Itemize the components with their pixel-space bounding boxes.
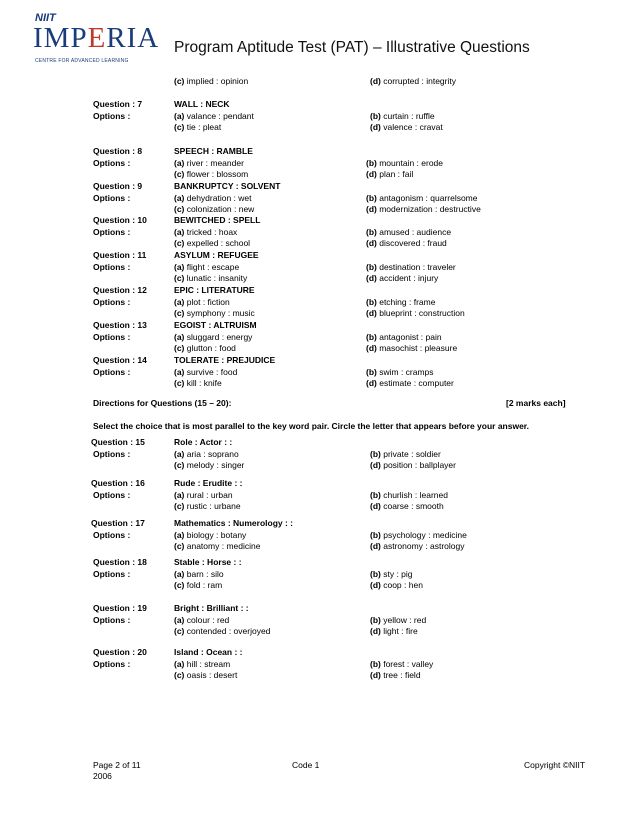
option-d [370,501,444,511]
option-letter: (d) [366,169,377,179]
option-d [366,343,457,353]
option-a [174,367,237,377]
option-letter: (a) [174,110,185,121]
logo-niit-text: NIIT [35,12,56,24]
page-title: Program Aptitude Test (PAT) – Illustrative Questions [174,39,530,56]
option-d [370,580,423,590]
option-b [370,659,433,669]
option-text: plot : fiction [184,296,230,307]
option-c [174,501,241,511]
question-number: Question : 14 [93,355,147,365]
option-text: curtain : ruffle [380,110,435,121]
option-text: private : soldier [380,448,441,459]
options-label: Options : [93,296,131,307]
options-label: Options : [93,448,131,459]
option-letter: (c) [174,501,185,511]
question-prompt: EPIC : LITERATURE [174,285,255,295]
option-letter: (b) [370,568,381,579]
option-text: survive : food [184,366,238,377]
question-prompt: BANKRUPTCY : SOLVENT [174,181,281,191]
options-label: Options : [93,157,131,168]
options-label: Options : [93,261,131,272]
options-label: Options : [93,489,131,500]
option-text: colonization : new [184,204,255,214]
option-c [174,308,255,318]
option-d [366,273,438,283]
option-a [174,490,233,500]
option-letter: (a) [174,658,185,669]
option-letter: (b) [366,192,377,203]
question-number: Question : 20 [93,647,147,657]
question-prompt: Stable : Horse : : [174,557,242,567]
option-c [174,343,236,353]
option-d [366,204,481,214]
option-d [370,76,456,86]
option-letter: (b) [366,157,377,168]
option-letter: (a) [174,614,185,625]
option-letter: (c) [174,238,185,248]
option-text: destination : traveler [376,261,456,272]
option-letter: (d) [370,580,381,590]
option-b [370,449,441,459]
option-letter: (d) [370,501,381,511]
question-number: Question : 7 [93,99,143,109]
option-b [370,530,467,540]
option-letter: (b) [366,261,377,272]
option-letter: (a) [174,192,185,203]
option-a [174,332,252,342]
option-d [370,460,456,470]
question-prompt: EGOIST : ALTRUISM [174,320,257,330]
question-prompt: Bright : Brilliant : : [174,603,249,613]
option-d [366,169,413,179]
option-c [174,460,244,470]
option-text: colour : red [184,614,230,625]
option-b [370,111,435,121]
option-text: kill : knife [184,378,222,388]
option-text: symphony : music [184,308,255,318]
option-letter: (a) [174,226,185,237]
option-b [366,193,478,203]
option-letter: (b) [370,658,381,669]
option-letter: (a) [174,448,185,459]
option-letter: (a) [174,261,185,272]
question-number: Question : 8 [93,146,143,156]
option-text: position : ballplayer [380,460,456,470]
option-a [174,158,244,168]
option-a [174,262,239,272]
option-text: lunatic : insanity [184,273,248,283]
option-b [366,297,435,307]
option-b [366,262,456,272]
options-label: Options : [93,331,131,342]
directions-heading: Directions for Questions (15 – 20): [93,398,232,408]
option-c [174,238,250,248]
footer-page: Page 2 of 11 [93,760,141,770]
option-d [370,541,464,551]
option-c [174,626,270,636]
option-text: plan : fail [376,169,414,179]
option-text: river : meander [184,157,244,168]
option-letter: (c) [174,460,185,470]
option-text: churlish : learned [380,489,448,500]
option-d [370,670,421,680]
option-letter: (c) [174,378,185,388]
logo-tagline: CENTRE FOR ADVANCED LEARNING [35,58,129,64]
question-number: Question : 12 [93,285,147,295]
option-b [366,227,451,237]
option-letter: (c) [174,76,185,86]
option-text: estimate : computer [376,378,454,388]
option-text: rural : urban [184,489,233,500]
option-letter: (d) [370,460,381,470]
option-text: amused : audience [376,226,452,237]
option-letter: (b) [366,226,377,237]
option-text: discovered : fraud [376,238,447,248]
option-letter: (a) [174,568,185,579]
question-number: Question : 18 [93,557,147,567]
option-letter: (d) [370,670,381,680]
option-text: mountain : erode [376,157,444,168]
option-d [366,378,454,388]
option-letter: (a) [174,331,185,342]
option-text: light : fire [380,626,418,636]
option-b [366,332,442,342]
option-letter: (a) [174,366,185,377]
option-c [174,378,222,388]
options-label: Options : [93,568,131,579]
footer-code: Code 1 [292,760,320,770]
option-letter: (c) [174,273,185,283]
option-d [366,308,465,318]
option-text: sluggard : energy [184,331,253,342]
question-prompt: WALL : NECK [174,99,230,109]
option-letter: (c) [174,204,185,214]
option-letter: (c) [174,343,185,353]
options-label: Options : [93,192,131,203]
question-number: Question : 19 [93,603,147,613]
question-prompt: SPEECH : RAMBLE [174,146,253,156]
option-text: glutton : food [184,343,236,353]
option-letter: (b) [370,448,381,459]
option-letter: (c) [174,580,185,590]
question-prompt: ASYLUM : REFUGEE [174,250,259,260]
option-a [174,615,229,625]
option-c [174,204,254,214]
option-b [366,367,434,377]
option-text: blueprint : construction [376,308,465,318]
option-a [174,227,237,237]
option-text: biology : botany [184,529,247,540]
options-label: Options : [93,614,131,625]
question-number: Question : 17 [91,518,145,528]
option-b [366,158,443,168]
imperia-logo [33,12,168,68]
option-text: valence : cravat [380,122,443,132]
footer-year: 2006 [93,771,112,781]
options-label: Options : [93,658,131,669]
logo-brand-text: IMPERIA [33,22,160,54]
option-text: psychology : medicine [380,529,467,540]
option-a [174,449,239,459]
option-letter: (c) [174,122,185,132]
option-letter: (c) [174,670,185,680]
option-text: yellow : red [380,614,427,625]
options-label: Options : [93,529,131,540]
option-letter: (c) [174,308,185,318]
option-text: rustic : urbane [184,501,241,511]
option-text: tie : pleat [184,122,222,132]
option-text: masochist : pleasure [376,343,458,353]
options-label: Options : [93,366,131,377]
option-c [174,580,222,590]
option-letter: (d) [366,273,377,283]
question-number: Question : 11 [93,250,147,260]
question-number: Question : 15 [91,437,145,447]
option-letter: (d) [366,308,377,318]
footer-copyright: Copyright ©NIIT [524,760,586,770]
option-b [370,569,413,579]
option-text: anatomy : medicine [184,541,261,551]
option-d [370,626,418,636]
option-text: valance : pendant [184,110,254,121]
option-letter: (d) [370,122,381,132]
option-text: aria : soprano [184,448,239,459]
question-number: Question : 16 [91,478,145,488]
option-letter: (a) [174,489,185,500]
option-letter: (b) [370,489,381,500]
option-letter: (b) [370,614,381,625]
option-c [174,169,248,179]
question-prompt: Role : Actor : : [174,437,233,447]
option-c [174,541,260,551]
option-text: etching : frame [376,296,436,307]
question-number: Question : 10 [93,215,147,225]
option-letter: (c) [174,626,185,636]
option-text: tree : field [380,670,421,680]
option-text: coarse : smooth [380,501,444,511]
option-letter: (d) [370,76,381,86]
directions-instruction: Select the choice that is most parallel to the key word pair. Circle the letter that appears before your answer. [93,421,529,431]
option-text: flight : escape [184,261,240,272]
question-prompt: Island : Ocean : : [174,647,243,657]
option-letter: (d) [370,541,381,551]
option-a [174,111,254,121]
options-label: Options : [93,226,131,237]
option-text: hill : stream [184,658,231,669]
question-prompt: Mathematics : Numerology : : [174,518,294,528]
option-text: sty : pig [380,568,413,579]
option-letter: (c) [174,169,185,179]
options-label: Options : [93,110,131,121]
option-a [174,297,230,307]
option-letter: (b) [366,296,377,307]
option-letter: (a) [174,296,185,307]
option-text: barn : silo [184,568,224,579]
option-text: contended : overjoyed [184,626,271,636]
option-c [174,670,237,680]
option-text: dehydration : wet [184,192,252,203]
option-a [174,659,230,669]
option-letter: (b) [370,110,381,121]
option-text: antagonist : pain [376,331,442,342]
option-text: astronomy : astrology [380,541,465,551]
option-letter: (a) [174,157,185,168]
option-text: swim : cramps [376,366,434,377]
question-prompt: BEWITCHED : SPELL [174,215,261,225]
option-text: forest : valley [380,658,434,669]
option-d [370,122,443,132]
option-letter: (d) [366,204,377,214]
option-text: modernization : destructive [376,204,481,214]
option-a [174,530,246,540]
marks-note: [2 marks each] [506,398,566,408]
option-letter: (a) [174,529,185,540]
option-letter: (d) [370,626,381,636]
option-text: flower : blossom [184,169,249,179]
option-text: fold : ram [184,580,223,590]
option-c [174,273,247,283]
option-b [370,490,448,500]
option-text: oasis : desert [184,670,238,680]
question-number: Question : 9 [93,181,143,191]
option-letter: (d) [366,378,377,388]
option-text: tricked : hoax [184,226,238,237]
option-letter: (b) [366,366,377,377]
question-prompt: Rude : Erudite : : [174,478,243,488]
option-b [370,615,426,625]
option-a [174,569,224,579]
option-d [366,238,447,248]
option-text: antagonism : quarrelsome [376,192,478,203]
option-text: accident : injury [376,273,439,283]
option-letter: (b) [370,529,381,540]
option-letter: (c) [174,541,185,551]
option-letter: (b) [366,331,377,342]
question-prompt: TOLERATE : PREJUDICE [174,355,276,365]
option-letter: (d) [366,238,377,248]
question-number: Question : 13 [93,320,147,330]
option-letter: (d) [366,343,377,353]
option-c [174,76,248,86]
option-text: corrupted : integrity [380,76,456,86]
option-c [174,122,221,132]
option-text: melody : singer [184,460,245,470]
option-text: expelled : school [184,238,251,248]
option-text: coop : hen [380,580,423,590]
option-text: implied : opinion [184,76,249,86]
option-a [174,193,252,203]
